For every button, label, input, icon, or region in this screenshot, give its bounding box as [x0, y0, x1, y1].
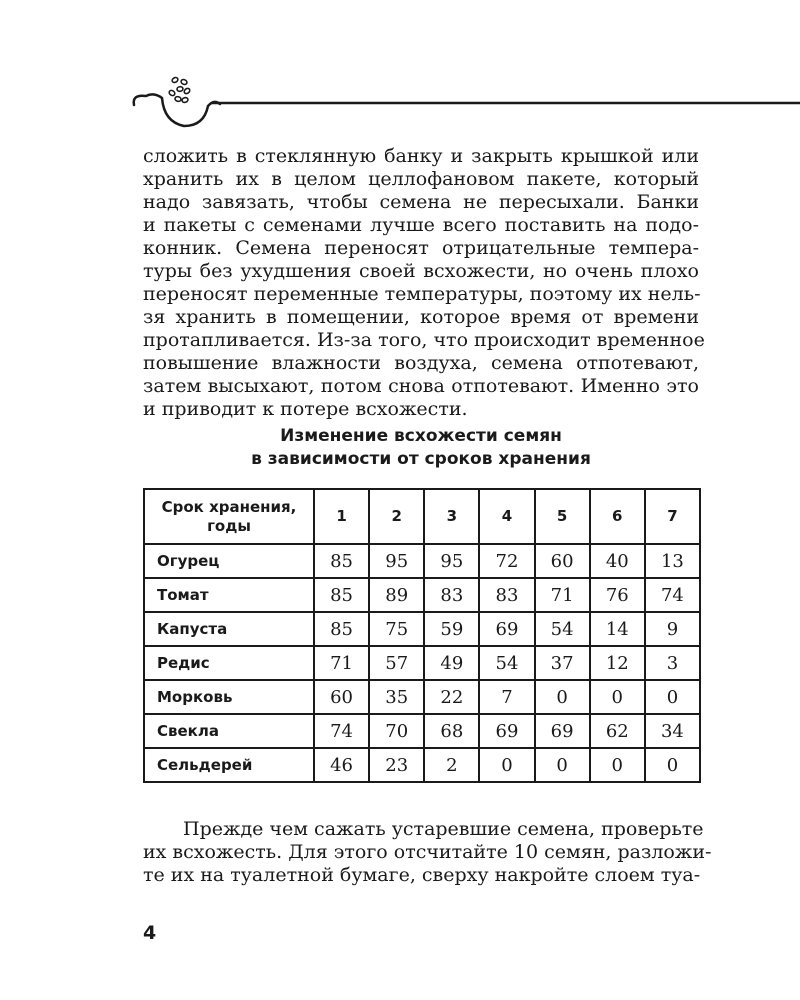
table-cell: 0: [645, 680, 700, 714]
table-cell: 35: [369, 680, 424, 714]
table-cell: 74: [314, 714, 369, 748]
storage-period-header: Срок хранения, годы: [144, 489, 314, 544]
table-cell: 95: [369, 544, 424, 578]
year-header: 5: [535, 489, 590, 544]
crop-name: Томат: [144, 578, 314, 612]
table-cell: 60: [314, 680, 369, 714]
table-cell: 69: [535, 714, 590, 748]
table-cell: 23: [369, 748, 424, 782]
table-cell: 85: [314, 612, 369, 646]
table-row: [144, 714, 700, 748]
seed-sprout-ornament-icon: [128, 72, 800, 134]
crop-name: Редис: [144, 646, 314, 680]
table-cell: 69: [479, 612, 534, 646]
text-line: повышение влажности воздуха, семена отпотевают,: [143, 352, 699, 374]
table-cell: 70: [369, 714, 424, 748]
table-row: [144, 612, 700, 646]
table-cell: 14: [590, 612, 645, 646]
table-cell: 37: [535, 646, 590, 680]
caption-line: в зависимости от сроков хранения: [251, 449, 591, 469]
caption-line: Изменение всхожести семян: [280, 426, 562, 446]
crop-name: Сельдерей: [144, 748, 314, 782]
year-header: 1: [314, 489, 369, 544]
table-cell: 71: [314, 646, 369, 680]
table-cell: 76: [590, 578, 645, 612]
crop-name: Капуста: [144, 612, 314, 646]
table-row: [144, 680, 700, 714]
text-line: затем высыхают, потом снова отпотевают. Именно это: [143, 375, 699, 397]
table-cell: 0: [590, 748, 645, 782]
germination-table: [143, 488, 701, 783]
table-cell: 0: [645, 748, 700, 782]
paragraph-2: [143, 818, 712, 887]
table-cell: 0: [479, 748, 534, 782]
table-cell: 60: [535, 544, 590, 578]
text-line: конник. Семена переносят отрицательные темпера-: [143, 237, 699, 259]
table-cell: 49: [424, 646, 479, 680]
table-cell: 83: [479, 578, 534, 612]
crop-name: Свекла: [144, 714, 314, 748]
table-cell: 71: [535, 578, 590, 612]
year-header: 4: [479, 489, 534, 544]
table-cell: 40: [590, 544, 645, 578]
text-line: сложить в стеклянную банку и закрыть крышкой или: [143, 145, 699, 167]
table-cell: 0: [590, 680, 645, 714]
page-number: 4: [143, 922, 157, 944]
year-header: 6: [590, 489, 645, 544]
text-line: их всхожесть. Для этого отсчитайте 10 семян, разложи-: [143, 841, 712, 863]
table-cell: 34: [645, 714, 700, 748]
table-cell: 3: [645, 646, 700, 680]
table-header-row: [144, 489, 700, 544]
crop-name: Морковь: [144, 680, 314, 714]
table-cell: 2: [424, 748, 479, 782]
crop-name: Огурец: [144, 544, 314, 578]
text-line: надо завязать, чтобы семена не пересыхали. Банки: [143, 191, 699, 213]
table-cell: 85: [314, 544, 369, 578]
table-cell: 68: [424, 714, 479, 748]
table-cell: 54: [479, 646, 534, 680]
text-line: и приводит к потере всхожести.: [143, 398, 468, 420]
table-row: [144, 578, 700, 612]
text-line: хранить их в целом целлофановом пакете, который: [143, 168, 699, 190]
year-header: 3: [424, 489, 479, 544]
table-cell: 72: [479, 544, 534, 578]
paragraph-1: [143, 145, 705, 421]
table-cell: 0: [535, 748, 590, 782]
table-caption: [143, 425, 699, 471]
text-line: те их на туалетной бумаге, сверху накройте слоем туа-: [143, 864, 701, 886]
text-line: туры без ухудшения своей всхожести, но очень плохо: [143, 260, 699, 282]
year-header: 2: [369, 489, 424, 544]
table-cell: 46: [314, 748, 369, 782]
table-row: [144, 544, 700, 578]
table-cell: 13: [645, 544, 700, 578]
text-line: и пакеты с семенами лучше всего поставить на подо-: [143, 214, 699, 236]
text-line: зя хранить в помещении, которое время от времени: [143, 306, 699, 328]
table-cell: 12: [590, 646, 645, 680]
table-cell: 7: [479, 680, 534, 714]
table-row: [144, 748, 700, 782]
table-cell: 62: [590, 714, 645, 748]
table-cell: 89: [369, 578, 424, 612]
table-cell: 54: [535, 612, 590, 646]
table-cell: 9: [645, 612, 700, 646]
table-cell: 95: [424, 544, 479, 578]
table-cell: 57: [369, 646, 424, 680]
table-cell: 69: [479, 714, 534, 748]
table-cell: 59: [424, 612, 479, 646]
text-line: Прежде чем сажать устаревшие семена, проверьте: [183, 818, 704, 840]
table-cell: 83: [424, 578, 479, 612]
table-cell: 74: [645, 578, 700, 612]
table-cell: 0: [535, 680, 590, 714]
year-header: 7: [645, 489, 700, 544]
table-cell: 75: [369, 612, 424, 646]
table-cell: 22: [424, 680, 479, 714]
table-cell: 85: [314, 578, 369, 612]
text-line: переносят переменные температуры, поэтому их нель-: [143, 283, 701, 305]
table-row: [144, 646, 700, 680]
text-line: протапливается. Из-за того, что происходит временное: [143, 329, 705, 351]
